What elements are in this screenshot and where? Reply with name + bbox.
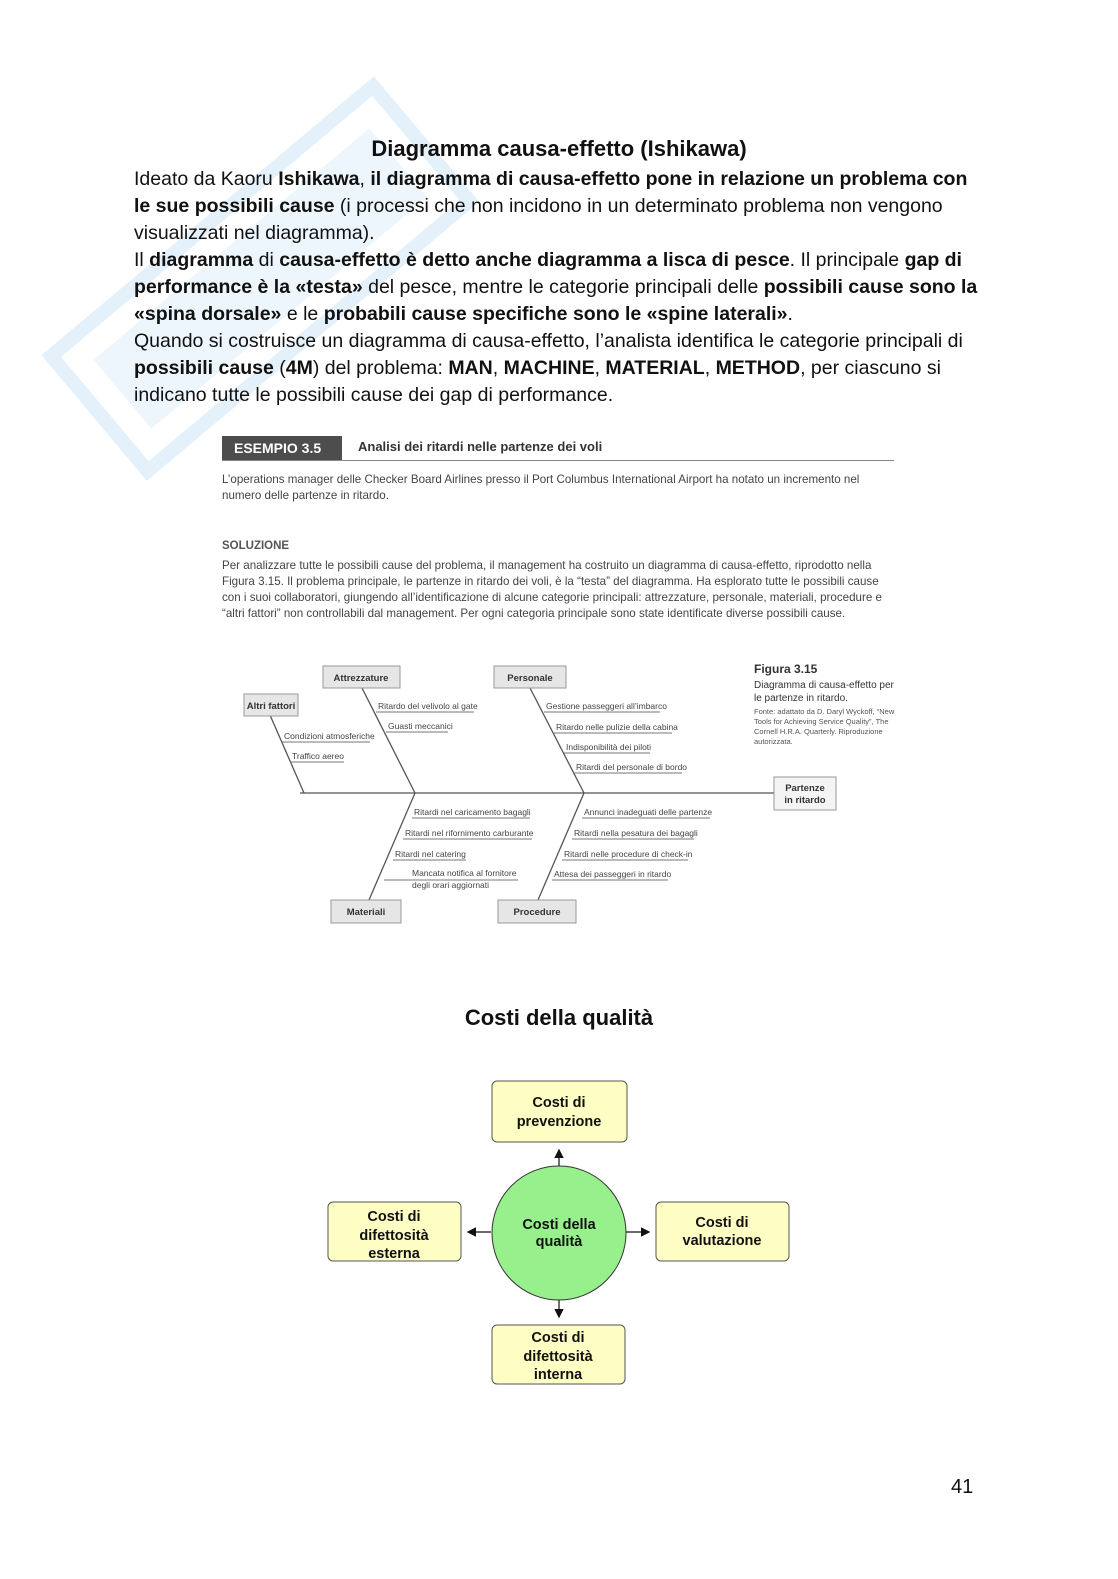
paragraph-3-run-12: METHOD (715, 357, 801, 379)
category-procedure: Procedure (513, 907, 561, 918)
cause-altri-2: Traffico aereo (292, 751, 344, 761)
cause-procedure-1: Annunci inadeguati delle partenze (584, 807, 713, 817)
paragraph-2-run-9: e le (281, 303, 324, 325)
category-altri: Altri fattori (246, 701, 296, 712)
cause-materiali-1: Ritardi nel caricamento bagagli (414, 807, 531, 817)
left-line-3: esterna (368, 1246, 420, 1262)
paragraph-2-run-4: causa-effetto è detto anche diagramma a lisca di pesce (279, 249, 790, 271)
top-line-1: Costi di (532, 1095, 586, 1111)
paragraph-2-run-5: . Il principale (789, 249, 905, 271)
cause-attrezzature-1: Ritardo del velivolo al gate (378, 701, 478, 711)
paragraph-3-run-3: ( (273, 357, 286, 379)
solution-text: Per analizzare tutte le possibili cause del problema, il management ha costruito un diagramma di causa-effetto, riprodotto nella Figura 3.15. Il problema principale, le partenze in ritardo dei voli, è la “testa” del diagramma. Ha esplorato tutte le possibili cause con i suoi collaboratori, giungendo all’identificazione di alcune categorie principali: attrezzature, personale, materiali, procedure e “altri fattori” non controllabili dal management. Per ogni categoria principale sono state identificate diverse possibili cause. (222, 559, 882, 620)
category-materiali: Materiali (346, 907, 386, 918)
paragraph-1-run-3: , (359, 168, 371, 190)
paragraph-2-run-3: di (253, 249, 280, 271)
paragraph-3-run-2: possibili cause (134, 357, 274, 379)
center-circle (492, 1166, 626, 1300)
example-title: Analisi dei ritardi nelle partenze dei voli (358, 439, 603, 454)
bottom-line-2: difettosità (523, 1349, 593, 1365)
bottom-line-3: interna (533, 1367, 583, 1383)
paragraph-3-run-11: , (704, 357, 716, 379)
right-line-1: Costi di (695, 1215, 749, 1231)
cause-personale-4: Ritardi del personale di bordo (576, 762, 688, 772)
paragraph-3-run-9: , (594, 357, 606, 379)
cause-materiali-4: Mancata notifica al fornitore (412, 868, 517, 878)
paragraph-2-run-10: probabili cause specifiche sono le «spine laterali» (323, 303, 788, 325)
page-title: Diagramma causa-effetto (Ishikawa) (371, 136, 747, 161)
center-line-2: qualità (535, 1234, 583, 1250)
cause-attrezzature-2: Guasti meccanici (388, 721, 453, 731)
example-tag: ESEMPIO 3.5 (222, 436, 342, 460)
cause-materiali-4b: degli orari aggiornati (412, 880, 490, 890)
left-line-2: difettosità (359, 1228, 429, 1244)
paragraph-3-run-10: MATERIAL (605, 357, 705, 379)
paragraph-3-run-7: , (492, 357, 504, 379)
box-valutazione (656, 1202, 789, 1261)
cause-personale-3: Indisponibilità dei piloti (566, 742, 652, 752)
paragraph-2-run-7: del pesce, mentre le categorie principali delle (362, 276, 764, 298)
paragraph-3-run-13: , per ciascuno si indicano tutte le possibili cause dei gap di performance. (134, 357, 941, 406)
solution-heading: SOLUZIONE (222, 540, 290, 552)
paragraph-1-run-4: il diagramma di causa-effetto pone in relazione un problema con le sue possibili cause (134, 168, 968, 217)
costs-title: Costi della qualità (464, 1005, 654, 1030)
top-line-2: prevenzione (516, 1114, 602, 1130)
paragraph-3-run-1: Quando si costruisce un diagramma di causa-effetto, l’analista identifica le categorie principali di (134, 330, 963, 352)
figure-source: Fonte: adattato da D. Daryl Wyckoff, “New Tools for Achieving Service Quality”, The Cornell H.R.A. Quarterly. Riproduzione autorizzata. (754, 707, 895, 746)
cause-materiali-3: Ritardi nel catering (395, 849, 466, 859)
cause-procedure-3: Ritardi nelle procedure di check-in (564, 849, 693, 859)
category-attrezzature: Attrezzature (333, 673, 389, 684)
paragraph-2-run-1: Il (134, 249, 150, 271)
paragraph-3-run-8: MACHINE (503, 357, 595, 379)
bottom-line-1: Costi di (531, 1330, 585, 1346)
left-line-1: Costi di (367, 1209, 421, 1225)
cause-altri-1: Condizioni atmosferiche (284, 731, 375, 741)
category-personale: Personale (507, 673, 553, 684)
figure-number: Figura 3.15 (754, 662, 818, 676)
paragraph-2-run-6: gap di performance è la «testa» (134, 249, 962, 298)
box-prevenzione (492, 1081, 627, 1142)
cause-materiali-2: Ritardi nel rifornimento carburante (405, 828, 534, 838)
paragraph-3-run-5: ) del problema: (312, 357, 449, 379)
paragraph-1-run-5: (i processi che non incidono in un determinato problema non vengono visualizzati nel diagramma). (134, 195, 943, 244)
right-line-2: valutazione (682, 1233, 762, 1249)
example-intro: L’operations manager delle Checker Board Airlines presso il Port Columbus International Airport ha notato un incremento nel numero delle partenze in ritardo. (222, 473, 860, 502)
head-line-2: in ritardo (784, 795, 826, 806)
paragraph-2-run-2: diagramma (149, 249, 254, 271)
paragraph-2-run-8: possibili cause sono la «spina dorsale» (134, 276, 978, 325)
paragraph-1-run-2: Ishikawa (278, 168, 360, 190)
paragraph-3-run-6: MAN (448, 357, 493, 379)
cause-personale-1: Gestione passeggeri all’imbarco (546, 701, 667, 711)
figure-caption-text: Diagramma di causa-effetto per le partenze in ritardo. (754, 680, 894, 704)
paragraph-3-run-4: 4M (285, 357, 313, 379)
paragraph-1-run-1: Ideato da Kaoru (134, 168, 279, 190)
paragraph-2-run-11: . (787, 303, 793, 325)
cause-personale-2: Ritardo nelle pulizie della cabina (556, 722, 678, 732)
head-line-1: Partenze (785, 783, 825, 794)
center-line-1: Costi della (522, 1217, 596, 1233)
cause-procedure-4: Attesa dei passeggeri in ritardo (554, 869, 672, 879)
cause-procedure-2: Ritardi nella pesatura dei bagagli (574, 828, 698, 838)
page-number: 41 (951, 1476, 974, 1498)
